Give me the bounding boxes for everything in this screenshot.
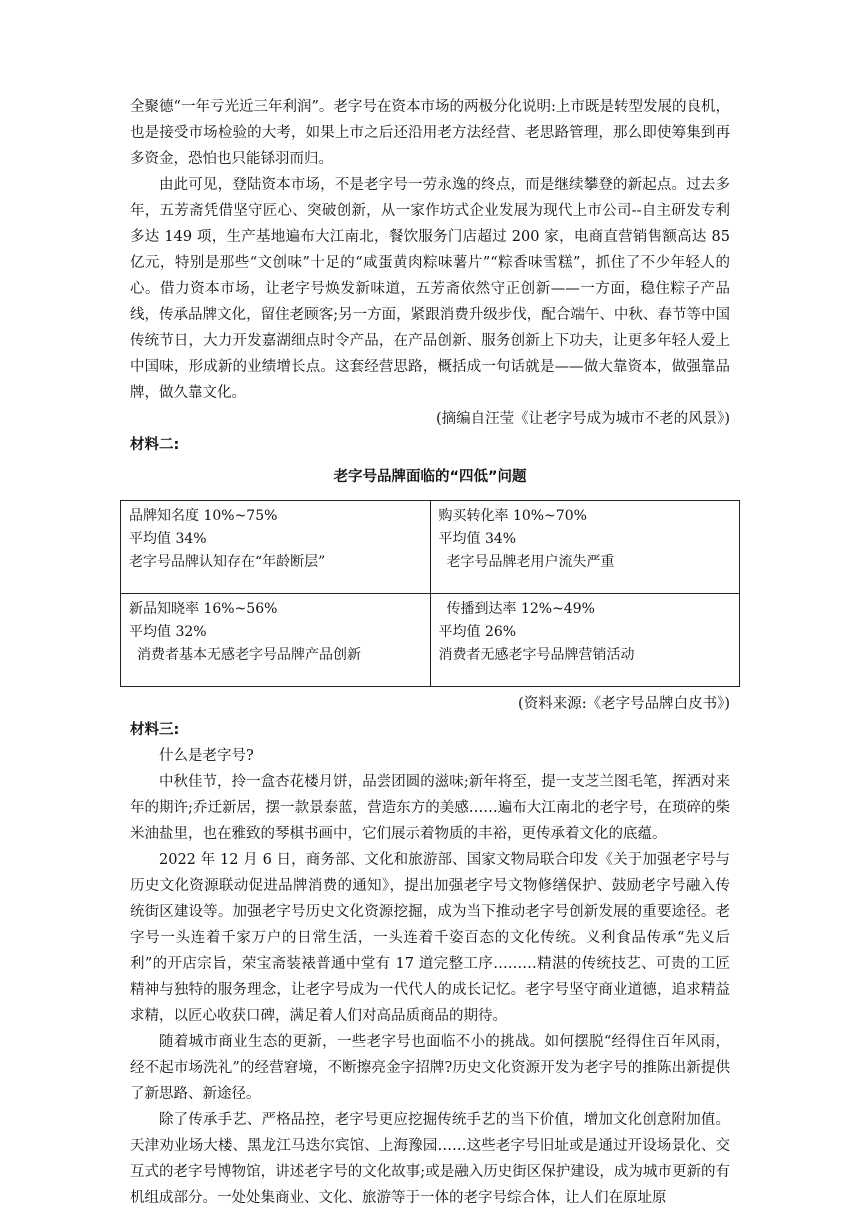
- material1-paragraph-2: 由此可见，登陆资本市场，不是老字号一劳永逸的终点，而是继续攀登的新起点。过去多年，五芳斋凭借坚守匠心、突破创新，从一家作坊式企业发展为现代上市公司--自主研发专利多达 149 项，生产基地遍布大江南北，餐饮服务门店超过 200 家，电商直营销售额高达 85 亿元，特别是那些“文创味”十足的“咸蛋黄肉粽味薯片”“粽香味雪糕”，抓住了不少年轻人的心。借力资本市场，让老字号焕发新味道，五芳斋依然守正创新——一方面，稳住粽子产品线，传承品牌文化，留住老顾客;另一方面，紧跟消费升级步伐，配合端午、中秋、春节等中国传统节日，大力开发嘉湖细点时令产品，在产品创新、服务创新上下功夫，让更多年轻人爱上中国味，形成新的业绩增长点。这套经营思路，概括成一句话就是——做大靠资本，做强靠品牌，做久靠文化。: [130, 177, 730, 401]
- document-page: [130, 94, 730, 1211]
- material3-paragraph-3: 2022 年 12 月 6 日，商务部、文化和旅游部、国家文物局联合印发《关于加强老字号与历史文化资源联动促进品牌消费的通知》，提出加强老字号文物修缮保护、鼓励老字号融入传统街区建设等。加强老字号历史文化资源挖掘，成为当下推动老字号创新发展的重要途径。老字号一头连着千家万户的日常生活，一头连着千姿百态的文化传统。义利食品传承“先义后利”的开店宗旨，荣宝斋装裱普通中堂有 17 道完整工序………精湛的传统技艺、可贵的工匠精神与独特的服务理念，让老字号成为一代代人的成长记忆。老字号坚守商业道德，追求精益求精，以匠心收获口碑，满足着人们对高品质商品的期待。: [130, 852, 730, 1024]
- material3-paragraph-2: 中秋佳节，拎一盒杏花楼月饼，品尝团圆的滋味;新年将至，提一支芝兰图毛笔，挥洒对来年的期许;乔迁新居，摆一款景泰蓝，营造东方的美感……遍布大江南北的老字号，在琐碎的柴米油盐里，也在雅致的琴棋书画中，它们展示着物质的丰裕，更传承着文化的底蕴。: [130, 774, 730, 842]
- cell-metric: 品牌知名度 10%~75%: [129, 508, 278, 524]
- cell-average: 平均值 32%: [129, 624, 207, 640]
- table-row: [121, 501, 740, 594]
- material3-paragraph-5: 除了传承手艺、严格品控，老字号更应挖掘传统手艺的当下价值，增加文化创意附加值。天津劝业场大楼、黑龙江马迭尔宾馆、上海豫园……这些老字号旧址或是通过开设场景化、交互式的老字号博物馆，讲述老字号的文化故事;或是融入历史街区保护建设，成为城市更新的有机组成部分。一处处集商业、文化、旅游等于一体的老字号综合体，让人们在原址原: [130, 1112, 730, 1206]
- four-lows-table: [120, 500, 740, 687]
- cell-average: 平均值 34%: [129, 531, 207, 547]
- cell-metric: 购买转化率 10%~70%: [438, 508, 587, 524]
- cell-metric: 传播到达率 12%~49%: [446, 601, 595, 617]
- material3-heading: 材料三:: [130, 722, 180, 738]
- table-cell-reach-rate: [430, 594, 740, 687]
- cell-note: 消费者基本无感老字号品牌产品创新: [137, 647, 361, 663]
- material3-paragraph-4: 随着城市商业生态的更新，一些老字号也面临不小的挑战。如何摆脱“经得住百年风雨，经不起市场洗礼”的经营窘境，不断擦亮金字招牌?历史文化资源开发为老字号的推陈出新提供了新思路、新途径。: [130, 1034, 730, 1102]
- table-cell-purchase-conversion: [430, 501, 740, 594]
- cell-metric: 新品知晓率 16%~56%: [129, 601, 278, 617]
- table-title: 老字号品牌面临的“四低”问题: [333, 469, 527, 485]
- cell-note: 老字号品牌认知存在“年龄断层”: [129, 554, 326, 570]
- table-cell-new-product-awareness: [121, 594, 431, 687]
- table-row: [121, 594, 740, 687]
- cell-average: 平均值 26%: [438, 624, 517, 640]
- cell-average: 平均值 34%: [438, 531, 517, 547]
- cell-note: 消费者无感老字号品牌营销活动: [438, 647, 635, 663]
- material3-paragraph-1: 什么是老字号?: [159, 748, 254, 764]
- material2-heading: 材料二:: [130, 437, 180, 453]
- cell-note: 老字号品牌老用户流失严重: [446, 554, 615, 570]
- material1-paragraph-1: 全聚德“一年亏光近三年利润”。老字号在资本市场的两极分化说明:上市既是转型发展的良机，也是接受市场检验的大考，如果上市之后还沿用老方法经营、老思路管理，那么即使筹集到再多资金，恐怕也只能铩羽而归。: [130, 99, 730, 167]
- table-cell-brand-awareness: [121, 501, 431, 594]
- material1-source: (摘编自汪莹《让老字号成为城市不老的风景》): [435, 411, 730, 427]
- material2-source: (资料来源:《老字号品牌白皮书》): [518, 696, 730, 712]
